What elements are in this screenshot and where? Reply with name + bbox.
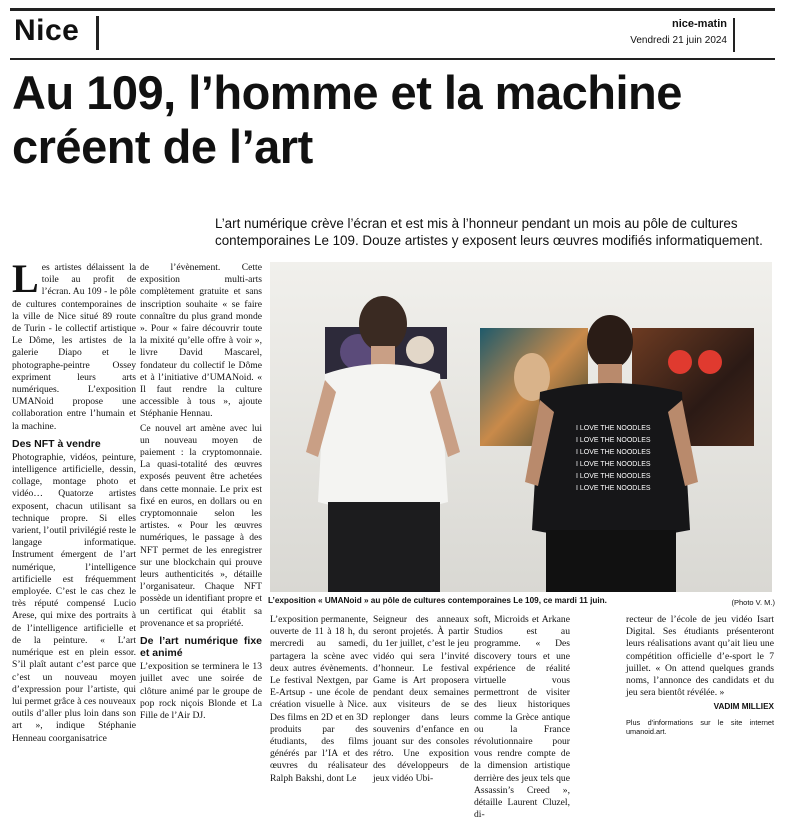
shirt-print: I LOVE THE NOODLES	[576, 473, 651, 480]
section-divider	[96, 16, 99, 50]
issue-date: Vendredi 21 juin 2024	[630, 35, 727, 46]
brand-divider	[733, 18, 735, 52]
exhibition-photo	[270, 262, 772, 592]
shirt-print: I LOVE THE NOODLES	[576, 449, 651, 456]
paragraph: Photographie, vidéos, peinture, intelligence artificielle, dessin, collage, montage photo et vidéo… Quatorze artistes exposent, chacun utilisant sa technique propre. Si elles varient, l’outil privilégié reste le langage informatique. Instrument émergent de l’art numérique, l’intelligence artificielle est fréquemment employée. C’est le cas chez le très réputé compensé Lucio Arese, qui mixe des portraits à de l’intelligence artificielle et de la peinture. « L’art numérique est en plein essor. S’il plaît autant c’est parce que c’est un nouveau moyen d’expression pour l’artiste, qui lui permet grâce à ces nouveaux outils d’aller plus loin dans son art », indique Stéphanie Henneau coorganisatrice	[12, 451, 136, 744]
exhibition-photo-illustration	[270, 262, 772, 592]
article-column-6	[626, 614, 774, 736]
header-rule-top	[10, 8, 775, 11]
shirt-print: I LOVE THE NOODLES	[576, 437, 651, 444]
article-column-2	[140, 262, 262, 722]
article-column-3	[270, 614, 368, 785]
subheading: Des NFT à vendre	[12, 437, 101, 450]
paragraph: es artistes délaissent la toile au profit de l’écran. Au 109 - le pôle de cultures contemporaines de la ville de Nice situé 89 route de Turin - le collectif artistique Le Dôme, les artistes de la galerie Diapo et le photographe-peintre Ossey expriment leurs arts numériques. L’exposition UMANoid propose une collaboration entre l’humain et la machine.	[12, 262, 136, 432]
article-lede: L’art numérique crève l’écran et est mis à l’honneur pendant un mois au pôle de cultures contemporaines Le 109. Douze artistes y exposent leurs œuvres modifiés informatiquement.	[215, 216, 763, 248]
photo-caption: L’exposition « UMANoid » au pôle de cultures contemporaines Le 109, ce mardi 11 juin.	[268, 596, 607, 605]
author-byline: VADIM MILLIEX	[713, 702, 774, 712]
article-column-5	[474, 614, 570, 821]
paragraph: recteur de l’école de jeu vidéo Isart Digital. Ses étudiants présenteront leurs réalisations avant qu’ait lieu une compétition officielle d’e-sport le 7 juillet. « On attend quelques grands noms, l’annonce des candidats et du jeu sera bientôt révélée. »	[626, 614, 774, 699]
paragraph: Ce nouvel art amène avec lui un nouveau moyen de paiement : la cryptomonnaie. La quasi-totalité des œuvres exposés peuvent être achetées dans cette monnaie. Le prix est fixé en euros, en dollars ou en cryptomonnaie selon les artistes. « Pour les œuvres numériques, le passage à des NFT permet de les enregistrer sur une blockchain qui prouve leurs authenticités », détaille l’organisateur. Chaque NFT possède un identifiant propre et un certificat qui établit sa provenance et sa propriété.	[140, 422, 262, 629]
shirt-print: I LOVE THE NOODLES	[576, 461, 651, 468]
article-column-1	[12, 256, 136, 745]
article-column-4	[373, 614, 469, 785]
paragraph: L’exposition se terminera le 13 juillet avec une soirée de clôture animé par le groupe de pop rock niçois Blonde et La Fille de l’Air DJ.	[140, 661, 262, 721]
section-title: Nice	[14, 14, 80, 47]
paragraph: de l’évènement. Cette exposition multi-arts complètement gratuite et sans inscription souhaite « se faire connaître du plus grand monde ». Pour « faire découvrir toute la mixité qu’elle offre à voir », livre David Mascarel, fondateur du collectif le Dôme et à l’initiative d’UMANoid. « Il faut rendre la culture accessible à tous », ajoute Stéphanie Hennau.	[140, 262, 262, 420]
shirt-print: I LOVE THE NOODLES	[576, 425, 651, 432]
info-note: Plus d’informations sur le site internet umanoid.art.	[626, 717, 774, 736]
photo-credit: (Photo V. M.)	[731, 598, 775, 607]
article-headline: Au 109, l’homme et la machine créent de l’art	[12, 66, 682, 173]
drop-cap: L	[12, 256, 39, 301]
paragraph: Seigneur des anneaux seront projetés. À partir du 1er juillet, c’est le jeu vidéo qui sera l’invité d’honneur. Le festival Game is Art proposera pendant deux semaines aux visiteurs de se replonger dans leurs souvenirs d’enfance en jouant sur des consoles rétro. Une exposition des développeurs de jeux vidéo Ubi-	[373, 614, 469, 784]
newspaper-brand: nice-matin	[671, 18, 727, 30]
paragraph: L’exposition permanente, ouverte de 11 à 18 h, du mercredi au samedi, partagera la scène avec deux autres évènements. Le festival Nextgen, par E-Artsup - une école de création visuelle à Nice. Des films en 2D et en 3D produits par des étudiants, des films générés par l’IA et des œuvres du réalisateur Ralph Bakshi, dont Le	[270, 614, 368, 784]
subheading: De l’art numérique fixe et animé	[140, 635, 262, 660]
shirt-print: I LOVE THE NOODLES	[576, 485, 651, 492]
paragraph: soft, Microids et Arkane Studios est au programme. « Des discovery tours et une expérience de réalité virtuelle vous permettront de visiter des lieux historiques comme la Grèce antique ou la France révolutionnaire pour vous rendre compte de la dimension artistique derrière des jeux tels que Assassin’s Creed », détaille Laurent Cluzel, di-	[474, 614, 570, 821]
header-rule-bottom	[10, 58, 775, 60]
